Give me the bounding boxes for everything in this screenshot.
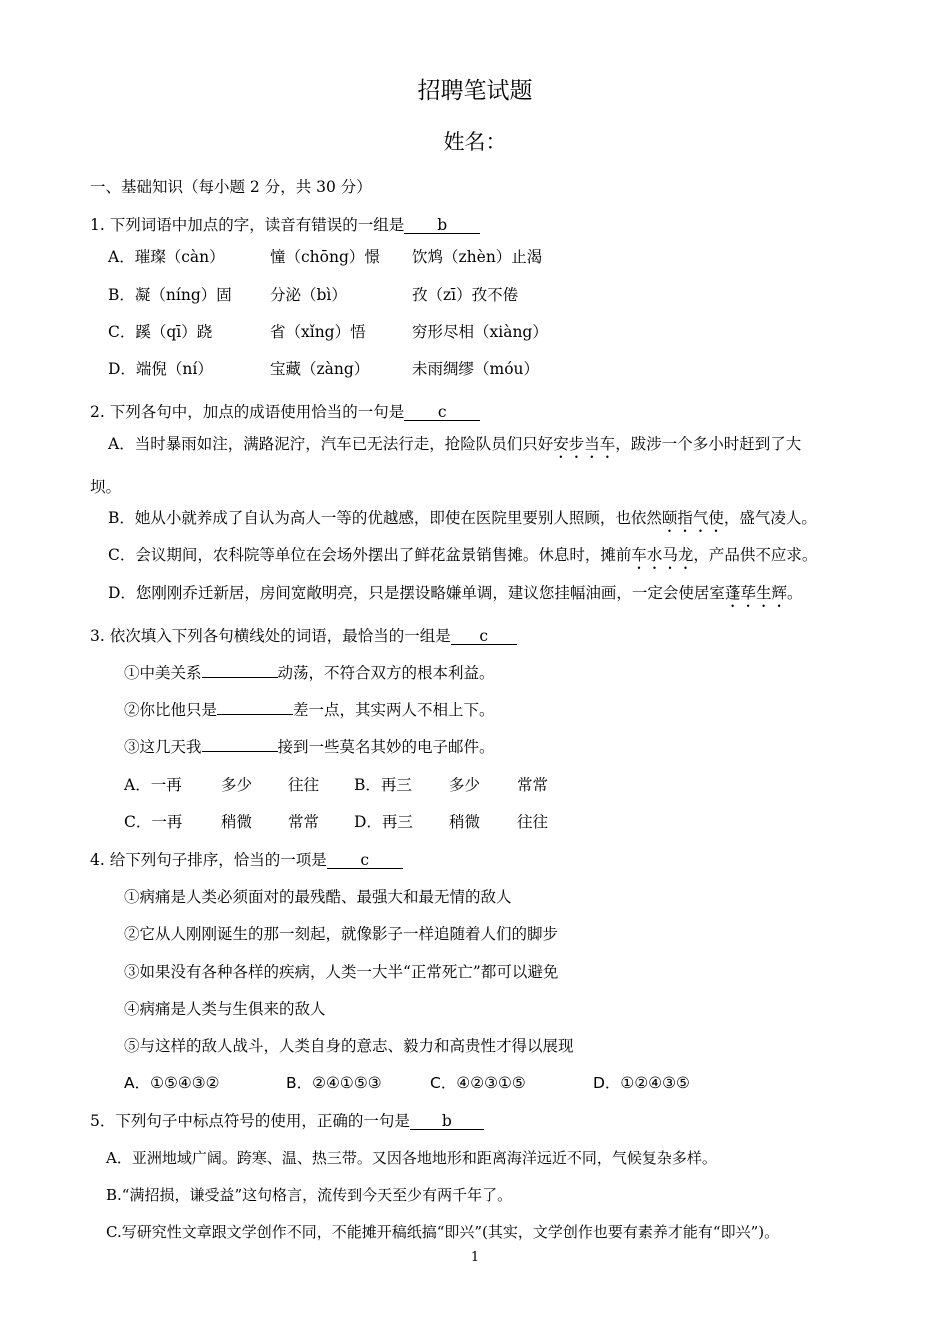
- q2-option-b: B．她从小就养成了自认为高人一等的优越感，即使在医院里要别人照顾，也依然颐指气使，盛气凌人。: [108, 509, 817, 527]
- q2-idiom-a: 安步当车: [553, 435, 616, 453]
- page-number: 1: [470, 1250, 480, 1265]
- q3-sentence-2: ②你比他只是 差一点，其实两人不相上下。: [124, 701, 495, 719]
- question-4-answer: c: [327, 852, 403, 869]
- question-5-text: 5．下列句子中标点符号的使用，正确的一句是: [90, 1112, 410, 1130]
- question-1-stem: [90, 215, 480, 235]
- q1-option-b-3: 孜（zī）孜不倦: [412, 286, 519, 304]
- q2-idiom-c: 车水马龙: [631, 546, 694, 564]
- q3-blank-1: [202, 663, 278, 678]
- q1-option-d-2: 宝藏（zàng）: [270, 360, 370, 378]
- name-label: 姓名：: [443, 130, 507, 154]
- question-5-answer: b: [410, 1113, 484, 1130]
- q4-sentence-3: ③如果没有各种各样的疾病，人类一大半“正常死亡”都可以避免: [124, 963, 559, 981]
- q1-option-a: A．璀璨（càn）: [108, 248, 225, 266]
- q3-option-b: B．再三: [354, 776, 412, 794]
- question-1-answer: b: [404, 217, 480, 234]
- q1-option-d: D．端倪（ní）: [108, 360, 213, 378]
- q1-option-a-2: 憧（chōng）憬: [270, 248, 380, 266]
- q2-option-c: C．会议期间，农科院等单位在会场外摆出了鲜花盆景销售摊。休息时，摊前车水马龙，产品供不应求。: [108, 546, 818, 564]
- question-1-text: 1. 下列词语中加点的字，读音有错误的一组是: [90, 216, 405, 234]
- q4-sentence-2: ②它从人刚刚诞生的那一刻起，就像影子一样追随着人们的脚步: [124, 925, 559, 943]
- question-4-stem: [90, 850, 403, 870]
- q3-blank-3: [202, 737, 278, 752]
- q5-option-c: C.写研究性文章跟文学创作不同，不能摊开稿纸搞“即兴”(其实，文学创作也要有素养才能有“即兴”)。: [106, 1223, 780, 1241]
- q2-option-a-cont: 坝。: [90, 478, 122, 496]
- q3-option-a-2: 多少: [221, 776, 253, 794]
- question-5-stem: [90, 1111, 484, 1131]
- q3-option-c-2: 稍微: [221, 813, 253, 831]
- q3-option-c: C．一再: [124, 813, 183, 831]
- q4-sentence-5: ⑤与这样的敌人战斗，人类自身的意志、毅力和高贵性才得以展现: [124, 1037, 574, 1055]
- q3-option-d-2: 稍微: [449, 813, 481, 831]
- q3-option-c-3: 常常: [288, 813, 320, 831]
- q2-option-a: A．当时暴雨如注，满路泥泞，汽车已无法行走，抢险队员们只好安步当车，跋涉一个多小时赶到了大: [108, 435, 802, 453]
- q1-option-c-2: 省（xǐng）悟: [270, 323, 366, 341]
- q3-option-b-3: 常常: [517, 776, 549, 794]
- q3-sentence-3: ③这几天我 接到一些莫名其妙的电子邮件。: [124, 738, 495, 756]
- q4-option-d: D．①②④③⑤: [593, 1074, 690, 1092]
- q4-option-a: A．①⑤④③②: [124, 1074, 220, 1092]
- q4-sentence-4: ④病痛是人类与生俱来的敌人: [124, 1000, 326, 1018]
- q2-option-d: D．您刚刚乔迁新居，房间宽敞明亮，只是摆设略嫌单调，建议您挂幅油画，一定会使居室蓬荜生辉。: [108, 584, 803, 602]
- question-2-text: 2. 下列各句中，加点的成语使用恰当的一句是: [90, 403, 405, 421]
- question-4-text: 4. 给下列句子排序，恰当的一项是: [90, 851, 327, 869]
- q3-option-a-3: 往往: [288, 776, 320, 794]
- question-3-text: 3. 依次填入下列各句横线处的词语，最恰当的一组是: [90, 627, 451, 645]
- q3-sentence-1: ①中美关系 动荡，不符合双方的根本利益。: [124, 664, 495, 682]
- section-heading: 一、基础知识（每小题 2 分，共 30 分）: [90, 178, 372, 196]
- question-3-answer: c: [451, 628, 517, 645]
- q1-option-b: B．凝（níng）固: [108, 286, 232, 304]
- q4-sentence-1: ①病痛是人类必须面对的最残酷、最强大和最无情的敌人: [124, 888, 512, 906]
- q1-option-d-3: 未雨绸缪（móu）: [412, 360, 540, 378]
- q1-option-c-3: 穷形尽相（xiàng）: [412, 323, 548, 341]
- q1-option-a-3: 饮鸩（zhèn）止渴: [412, 248, 543, 266]
- q3-option-a: A．一再: [124, 776, 182, 794]
- q5-option-b: B.“满招损，谦受益”这句格言，流传到今天至少有两千年了。: [106, 1186, 513, 1204]
- q3-option-b-2: 多少: [449, 776, 481, 794]
- q2-idiom-d: 蓬荜生辉: [724, 584, 787, 602]
- q3-option-d-3: 往往: [517, 813, 549, 831]
- question-2-answer: c: [404, 404, 480, 421]
- q2-idiom-b: 颐指气使: [661, 509, 724, 527]
- exam-title: 招聘笔试题: [417, 78, 533, 104]
- question-3-stem: [90, 626, 517, 646]
- q4-option-b: B．②④①⑤③: [286, 1074, 382, 1092]
- q1-option-b-2: 分泌（bì）: [270, 286, 347, 304]
- q4-option-c: C．④②③①⑤: [430, 1074, 526, 1092]
- q3-blank-2: [217, 700, 293, 715]
- q1-option-c: C．蹊（qī）跷: [108, 323, 213, 341]
- q5-option-a: A．亚洲地域广阔。跨寒、温、热三带。又因各地地形和距离海洋远近不同，气候复杂多样。: [106, 1149, 717, 1167]
- question-2-stem: [90, 402, 480, 422]
- q3-option-d: D．再三: [354, 813, 413, 831]
